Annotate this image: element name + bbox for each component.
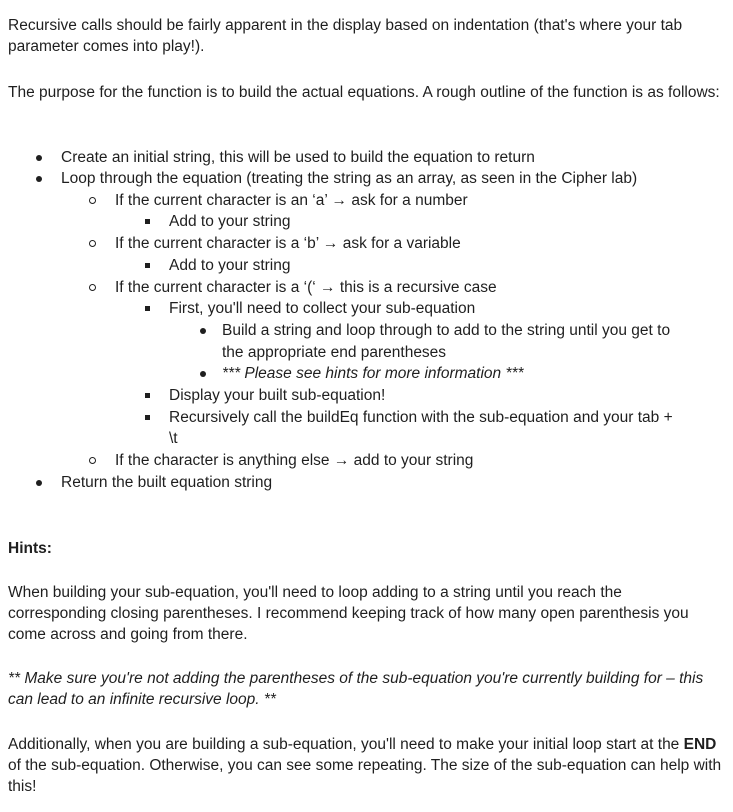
hints-paragraph-1: When building your sub-equation, you'll need to loop adding to a string until you reach the corresponding closing parentheses. I recommend keeping track of how many open parenthesis you come across and going from there. (8, 584, 689, 643)
hints-warning-paragraph: ** Make sure you're not adding the parentheses of the sub-equation you're currently building for – this can lead to an infinite recursive loop. ** (8, 670, 704, 708)
intro-paragraph-1: Recursive calls should be fairly apparent in the display based on indentation (that's where your tab parameter comes into play!). (8, 17, 683, 55)
bullet-square-icon (145, 393, 150, 398)
bullet-circle-icon (89, 240, 96, 247)
bullet-disc-icon (36, 480, 42, 486)
bullet-circle-icon (89, 284, 96, 291)
hints-paragraph-2 (8, 734, 723, 797)
bullet-circle-icon (89, 457, 96, 464)
bullet-square-icon (145, 306, 150, 311)
bullet-disc-icon (36, 155, 42, 161)
bullet-disc-icon (200, 328, 206, 334)
bullet-square-icon (145, 263, 150, 268)
bullet-square-icon (145, 219, 150, 224)
bullet-circle-icon (89, 197, 96, 204)
bullet-disc-icon (200, 371, 206, 377)
hints-heading: Hints: (8, 540, 52, 557)
document-page: Recursive calls should be fairly apparent in the display based on indentation (that's where your tab parameter comes into play!). The purpose for the function is to build the actual equations. A rough outline of the function is as follows: Create an initial string, this will be used to build the equation to return Loop through the equation (treating the string as an array, as seen in the Cipher lab) If the current character is an ‘a’ → ask for a number Add to your string If the current character is a ‘b’ → ask for a variable Add to your string If the current character is a ‘(‘ → this is a recursive case First, you'll need to collect your sub-equation Build a string and loop through to add to the string until you get to the appropriate end parentheses *** Please see hints for more information *** Display your built sub-equation! Recursively call the buildEq function with the sub-equation and your tab + \t If the character is anything else → add to your string Return the built equation string Hints: When building your sub-equation, you'll need to loop adding to a string until you reach the corresponding closing parentheses. I recommend keeping track of how many open parenthesis you come across and going from there. ** Make sure you're not adding the parentheses of the sub-equation you're currently building for – this can lead to an infinite recursive loop. ** Additionally, when you are building a sub-equation, you'll need to make your initial loop start at the END of the sub-equation. Otherwise, you can see some repeating. The size of the sub-equation can help with this! (8, 17, 722, 795)
hints-paragraph-2-bold: END (683, 736, 717, 753)
hints-paragraph-2-start: Additionally, when you are building a sub-equation, you'll need to make your initial loop start at the (8, 736, 684, 753)
hints-paragraph-2-end: of the sub-equation. Otherwise, you can see some repeating. The size of the sub-equation can help with this! (8, 757, 722, 795)
bullet-disc-icon (36, 176, 42, 182)
intro-paragraph-2: The purpose for the function is to build the actual equations. A rough outline of the function is as follows: (8, 84, 720, 101)
bullet-square-icon (145, 415, 150, 420)
